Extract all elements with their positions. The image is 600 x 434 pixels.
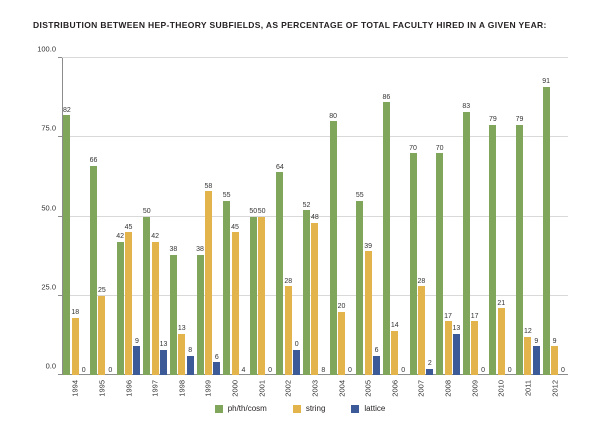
bar[interactable] [311,214,319,375]
bar-value-label: 70 [435,144,444,152]
bar-slot [543,58,550,375]
bar[interactable] [284,277,293,375]
bar-value-label: 12 [524,328,532,336]
bar-slot [170,58,177,375]
y-axis-tick-label: 25.0 [41,282,56,292]
bar-group [435,58,462,397]
bar[interactable] [213,353,220,375]
bar[interactable] [426,360,433,375]
bar[interactable] [417,277,426,375]
bar-slot [258,58,265,375]
bar[interactable] [435,144,444,375]
bar[interactable] [222,192,231,375]
bar-slot [285,58,292,375]
bar-value-label: 25 [98,287,106,295]
bar-value-label: 9 [534,337,539,345]
bar-slot [480,58,487,375]
bar-slot [320,58,327,375]
bar-slot [471,58,478,375]
bar-value-label: 17 [470,312,479,320]
bar-slot [516,58,523,375]
bar-slot [117,58,124,375]
bar-value-label: 50 [249,208,258,215]
bar-value-label: 70 [409,144,417,152]
bar-value-label: 55 [355,192,364,200]
bar[interactable] [302,201,311,375]
x-axis-tick-label: 2008 [443,380,453,397]
bar-value-label: 79 [489,116,497,124]
bar-slot [152,58,159,375]
bar-value-label: 6 [214,353,219,361]
bar-value-label: 0 [108,366,113,374]
bar-group [355,58,382,397]
y-axis-tick-label: 75.0 [41,123,56,133]
bar-value-label: 9 [552,337,557,345]
bar-value-label: 0 [507,366,512,374]
bar-slot [356,58,363,375]
bar-group [169,58,196,397]
bar[interactable] [151,233,160,375]
bar[interactable] [63,106,71,375]
bar[interactable] [497,299,506,375]
bar[interactable] [293,341,300,375]
bar[interactable] [116,233,125,375]
bar-groups [62,58,568,397]
bar[interactable] [382,93,391,375]
bar-slot [453,58,460,375]
bar-slot [400,58,407,375]
bar-value-label: 82 [63,106,71,114]
y-axis-tick-label: 100.0 [37,44,56,54]
bar-slot [80,58,87,375]
bar[interactable] [177,325,186,375]
bar-value-label: 9 [134,337,139,345]
bar[interactable] [329,112,338,375]
bar-slot [107,58,114,375]
bar[interactable] [444,312,452,375]
bar-value-label: 0 [268,366,273,374]
legend-label: lattice [364,404,386,413]
bar-value-label: 66 [89,157,98,165]
bar-slot [418,58,425,375]
bar-slot [63,58,70,375]
bar-value-label: 2 [427,360,432,368]
bar-group [195,58,222,397]
bar[interactable] [249,208,258,376]
bar[interactable] [187,347,194,375]
bar-group [115,58,142,397]
bar-slot [551,58,558,375]
bar-group [142,58,169,397]
x-axis-tick-label: 2002 [283,380,293,397]
bar-value-label: 14 [390,322,399,330]
bar-value-label: 42 [151,233,160,241]
bar-value-label: 17 [444,312,452,320]
bar[interactable] [364,242,373,375]
bar[interactable] [124,223,133,375]
plot-area [37,44,568,397]
bar-value-label: 0 [81,366,86,374]
x-axis-tick-label: 2003 [310,380,320,397]
bar[interactable] [390,322,399,375]
bar-slot [160,58,167,375]
bar-value-label: 50 [257,208,266,215]
bar-slot [311,58,318,375]
x-axis-tick-label: 2007 [416,380,426,397]
x-axis-tick-label: 2004 [337,380,347,397]
bar-value-label: 38 [169,246,178,254]
legend-item[interactable] [293,404,326,413]
x-axis-tick-label: 2001 [257,380,267,397]
bar-group [275,58,302,397]
bar[interactable] [470,312,479,375]
bar-value-label: 0 [560,366,565,374]
bar-value-label: 38 [196,246,204,254]
bar[interactable] [355,192,364,375]
bar-slot [293,58,300,375]
bar-slot [506,58,513,375]
bar-slot [213,58,220,375]
bar-value-label: 45 [124,223,133,231]
bar-value-label: 45 [231,223,239,231]
bar-value-label: 20 [337,303,346,311]
bar-slot [338,58,345,375]
bar[interactable] [159,341,168,375]
bar[interactable] [337,303,346,375]
bar-value-label: 64 [276,163,284,171]
bar-value-label: 0 [401,366,406,374]
legend-item[interactable] [215,404,267,413]
bar-slot [250,58,257,375]
bar-value-label: 28 [417,277,426,285]
x-axis-tick-label: 2011 [523,380,533,397]
bar-slot [276,58,283,375]
bar-value-label: 13 [159,341,168,349]
chart-legend [0,404,600,413]
bar-value-label: 58 [204,182,213,190]
bar[interactable] [373,347,380,375]
bar-group [488,58,515,397]
bar[interactable] [551,337,558,375]
bar[interactable] [542,78,551,375]
bar-group [248,58,275,397]
bar-value-label: 21 [497,299,506,307]
bar[interactable] [204,182,213,375]
bar-slot [410,58,417,375]
bar-value-label: 48 [311,214,319,222]
bar-group [382,58,409,397]
bar-slot [463,58,470,375]
x-axis-tick-label: 2000 [230,380,240,397]
bar[interactable] [533,337,540,375]
bar-slot [391,58,398,375]
bar-slot [524,58,531,375]
bar[interactable] [515,116,524,375]
bar-group [408,58,435,397]
bar-value-label: 55 [222,192,231,200]
bar-slot [205,58,212,375]
x-axis-tick-label: 1995 [97,380,107,397]
x-axis-tick-label: 2005 [363,380,373,397]
x-axis-tick-label: 2012 [550,380,560,397]
legend-swatch [351,405,359,413]
x-axis-tick-label: 1997 [150,380,160,397]
bar-value-label: 0 [347,366,352,374]
bar-value-label: 0 [481,366,486,374]
bar-group [62,58,89,397]
bar[interactable] [276,163,284,375]
y-axis-tick-label: 50.0 [41,203,56,212]
bar-slot [383,58,390,375]
x-axis-tick-label: 1996 [124,380,134,397]
bar-value-label: 39 [364,242,373,250]
bar-value-label: 8 [321,366,326,374]
bar-value-label: 13 [177,325,186,333]
bar-value-label: 42 [116,233,125,241]
bar-slot [559,58,566,375]
bar-slot [178,58,185,375]
bar-slot [533,58,540,375]
x-axis-tick-label: 2009 [470,380,480,397]
bar-value-label: 8 [188,347,193,355]
bar-slot [426,58,433,375]
bar[interactable] [89,157,98,375]
bar[interactable] [409,144,417,375]
bar[interactable] [71,309,80,375]
bar-value-label: 83 [462,103,471,111]
bar-value-label: 50 [142,208,151,215]
bar-group [461,58,488,397]
bar-slot [133,58,140,375]
legend-label: ph/th/cosm [227,404,267,413]
bar-slot [373,58,380,375]
bar-slot [303,58,310,375]
bar-slot [240,58,247,375]
bar-slot [197,58,204,375]
bar-slot [330,58,337,375]
bar-value-label: 6 [374,347,379,355]
bar-slot [445,58,452,375]
bar-group [89,58,116,397]
bar[interactable] [489,116,497,375]
bar-slot [72,58,79,375]
bar-value-label: 86 [382,93,391,101]
bar-slot [365,58,372,375]
bar-value-label: 18 [71,309,80,317]
legend-swatch [293,405,301,413]
bar[interactable] [133,337,140,375]
bar-slot [187,58,194,375]
bar-slot [143,58,150,375]
x-axis-tick-label: 1999 [203,380,213,397]
bar-slot [267,58,274,375]
bar-value-label: 0 [294,341,299,349]
bar-value-label: 13 [452,325,461,333]
legend-label: string [305,404,326,413]
bar-value-label: 4 [241,366,246,374]
bar[interactable] [169,246,178,375]
bar[interactable] [257,208,266,376]
x-axis-tick-label: 1994 [70,380,80,397]
bar-value-label: 79 [515,116,524,124]
bar[interactable] [462,103,471,375]
x-axis-tick-label: 1998 [177,380,187,397]
bar-slot [98,58,105,375]
bar-group [302,58,329,397]
bar-slot [489,58,496,375]
bar-value-label: 80 [329,112,338,120]
bar-slot [436,58,443,375]
bar-value-label: 28 [284,277,293,285]
bar-slot [232,58,239,375]
bar-group [222,58,249,397]
legend-item[interactable] [351,404,385,413]
bar-value-label: 91 [542,78,551,86]
bar-group [541,58,568,397]
bar-slot [346,58,353,375]
bar-group [515,58,542,397]
bar-slot [223,58,230,375]
legend-swatch [215,405,223,413]
bar-slot [90,58,97,375]
bar[interactable] [452,325,461,375]
bar[interactable] [524,328,532,375]
bar-group [328,58,355,397]
x-axis-tick-label: 2010 [496,380,506,397]
bar-slot [125,58,132,375]
bar[interactable] [231,223,239,375]
bar-value-label: 52 [302,201,311,209]
bar[interactable] [98,287,106,375]
bar-slot [498,58,505,375]
bar[interactable] [196,246,204,375]
y-axis-tick-label: 0.0 [45,361,56,371]
x-axis-tick-label: 2006 [390,380,400,397]
bar[interactable] [142,208,151,376]
chart-title: DISTRIBUTION BETWEEN HEP-THEORY SUBFIELDS, AS PERCENTAGE OF TOTAL FACULTY HIRED IN A GIVEN YEAR: [33,20,547,30]
